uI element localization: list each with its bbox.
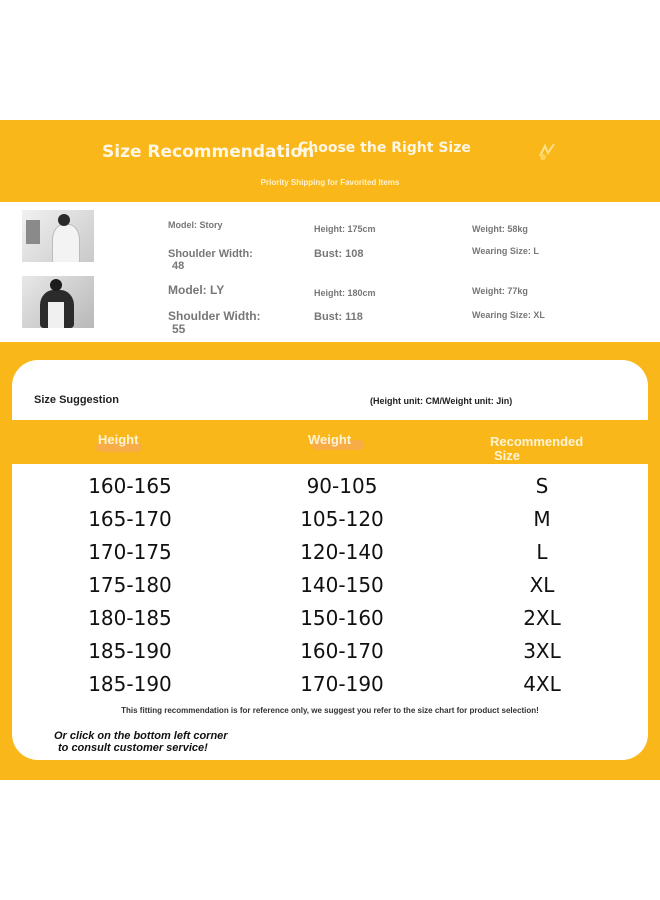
table-row [12, 606, 648, 639]
table-row [12, 474, 648, 507]
header-recommended: Recommended [490, 434, 584, 449]
weight-cell: 170-190 [300, 672, 384, 696]
model-photo-story [22, 210, 94, 262]
table-row [12, 573, 648, 606]
size-cell: 3XL [523, 639, 561, 663]
height-cell: 165-170 [88, 507, 172, 531]
table-header-bar [12, 420, 648, 464]
header-weight: Weight [308, 432, 352, 447]
table-row [12, 639, 648, 672]
model2-weight: Weight: 77kg [472, 286, 528, 296]
size-cell: XL [529, 573, 555, 597]
weight-cell: 120-140 [300, 540, 384, 564]
cta-line-1: Or click on the bottom left corner [54, 730, 228, 742]
table-row [12, 540, 648, 573]
weight-cell: 105-120 [300, 507, 384, 531]
model1-wearing: Wearing Size: L [472, 246, 539, 256]
model-info-section [0, 202, 660, 342]
sparkle-icon [534, 140, 560, 162]
header-size: Size [494, 448, 521, 463]
model1-bust: Bust: 108 [314, 248, 364, 260]
header-subtitle: Priority Shipping for Favorited Items [260, 178, 400, 187]
height-cell: 185-190 [88, 672, 172, 696]
table-row [12, 672, 648, 705]
model2-shoulder-label: Shoulder Width: [168, 309, 261, 323]
height-cell: 170-175 [88, 540, 172, 564]
model2-bust: Bust: 118 [314, 311, 363, 323]
disclaimer-text: This fitting recommendation is for reference only, we suggest you refer to the size chart for product selection! [121, 706, 539, 715]
weight-cell: 90-105 [306, 474, 378, 498]
model1-shoulder-value: 48 [172, 260, 185, 272]
model1-weight: Weight: 58kg [472, 224, 528, 234]
model-photo-ly [22, 276, 94, 328]
size-cell: 4XL [523, 672, 561, 696]
size-cell: L [536, 540, 548, 564]
units-note: (Height unit: CM/Weight unit: Jin) [370, 396, 513, 406]
weight-cell: 140-150 [300, 573, 384, 597]
model1-shoulder-label: Shoulder Width: [168, 248, 253, 260]
weight-cell: 160-170 [300, 639, 384, 663]
size-cell: S [535, 474, 549, 498]
height-cell: 185-190 [88, 639, 172, 663]
size-cell: 2XL [523, 606, 561, 630]
header-title-right: Choose the Right Size [298, 140, 471, 156]
header-banner [0, 120, 660, 202]
model1-name: Model: Story [168, 220, 223, 230]
model1-height: Height: 175cm [314, 224, 376, 234]
height-cell: 160-165 [88, 474, 172, 498]
model2-shoulder-value: 55 [172, 322, 186, 336]
model2-wearing: Wearing Size: XL [472, 310, 545, 320]
model2-height: Height: 180cm [314, 288, 376, 298]
weight-cell: 150-160 [300, 606, 384, 630]
size-suggestion-title: Size Suggestion [34, 394, 119, 406]
header-title-left: Size Recommendation [102, 142, 315, 162]
header-height: Height [98, 432, 139, 447]
cta-line-2: to consult customer service! [58, 742, 208, 754]
model2-name: Model: LY [168, 283, 225, 297]
height-cell: 175-180 [88, 573, 172, 597]
height-cell: 180-185 [88, 606, 172, 630]
customer-service-note [54, 730, 228, 754]
size-cell: M [533, 507, 551, 531]
table-row [12, 507, 648, 540]
size-suggestion-card [12, 360, 648, 760]
